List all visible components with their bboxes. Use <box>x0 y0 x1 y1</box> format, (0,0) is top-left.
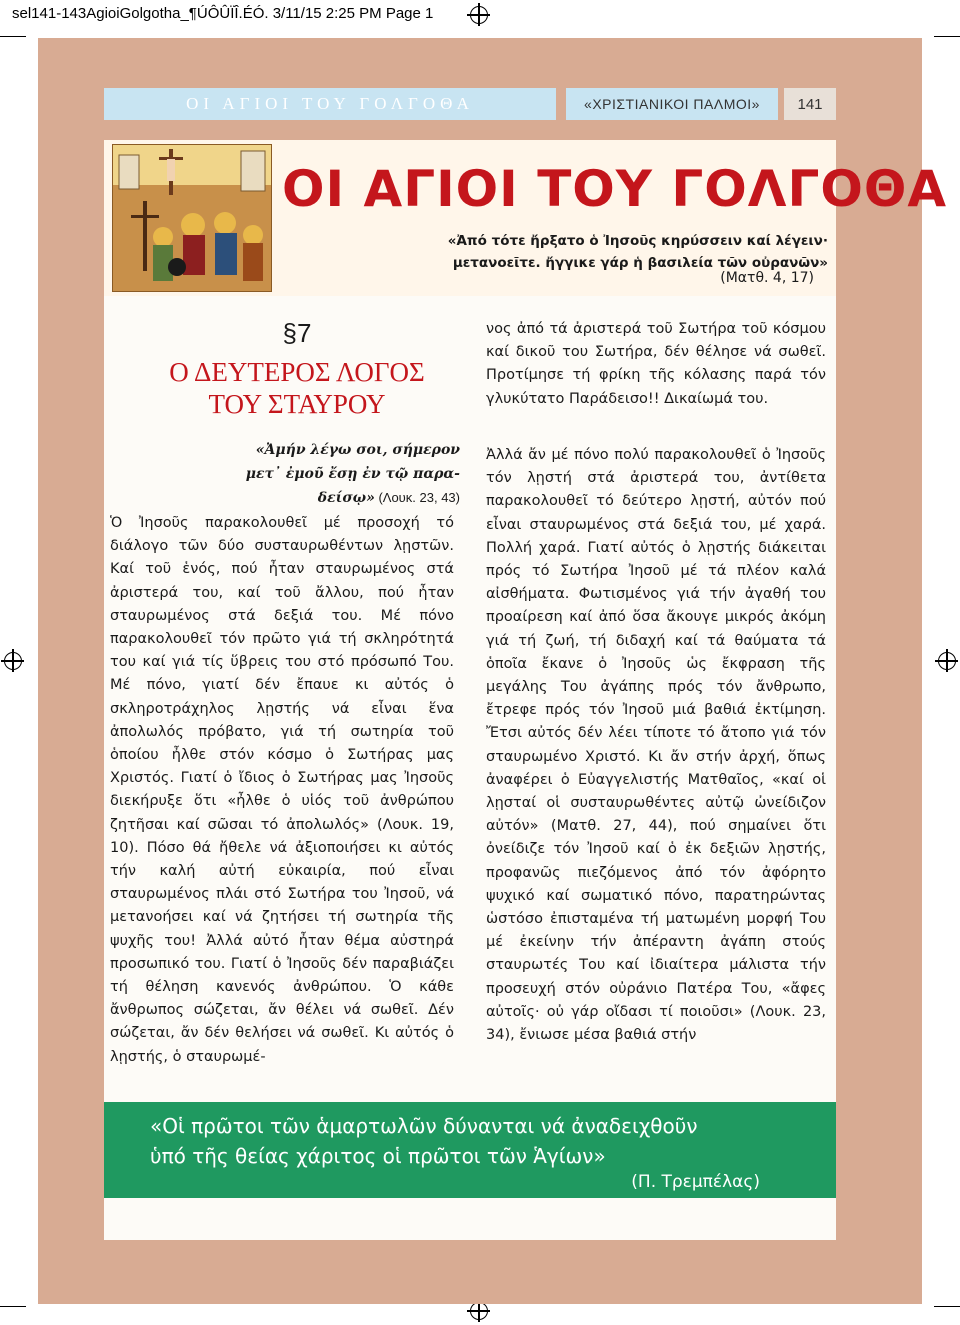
registration-mark-icon <box>4 652 22 670</box>
crop-mark <box>934 1306 960 1307</box>
epigraph-line: «Ἀμήν λέγω σοι, σήμερον <box>255 442 460 458</box>
epigraph <box>208 438 460 510</box>
pull-quote-line: ὑπό τῆς θείας χάριτος οἱ πρῶτοι τῶν Ἁγίων» <box>150 1144 606 1168</box>
crop-mark <box>934 36 960 37</box>
page-number: 141 <box>784 88 836 120</box>
pull-quote-attribution: (Π. Τρεμπέλας) <box>631 1172 760 1192</box>
chapter-title-line: ΤΟΥ ΣΤΑΥΡΟΥ <box>208 389 386 419</box>
registration-mark-icon <box>938 652 956 670</box>
body-column-right <box>486 444 826 1092</box>
body-column-left <box>110 512 454 1092</box>
chapter-title-line: Ο ΔΕΥΤΕΡΟΣ ΛΟΓΟΣ <box>169 357 425 387</box>
epigraph-line-text: δείσῳ» <box>317 490 375 506</box>
body-paragraph: νος ἀπό τά ἀριστερά τοῦ Σωτήρα τοῦ κόσμου καί δικοῦ του Σωτήρα, δέν θέλησε νά σωθεῖ. Προτίμησε τή φρίκη τῆς κόλασης παρά τόν γλυκύτατο Παράδεισο!! Δικαίωμά του. <box>486 321 826 407</box>
registration-mark-icon <box>470 1302 488 1320</box>
banner-quote <box>430 230 828 274</box>
section-number: §7 <box>282 318 312 348</box>
running-title: ΟΙ ΑΓΙΟΙ ΤΟΥ ΓΟΛΓΟΘΑ <box>104 88 556 120</box>
crucifixion-icon-image <box>112 144 272 292</box>
banner-quote-line: μετανοεῖτε. ἤγγικε γάρ ἡ βασιλεία τῶν οὐρανῶν» <box>452 255 828 271</box>
banner-quote-reference: (Ματθ. 4, 17) <box>720 270 814 286</box>
body-paragraph: Ἀλλά ἄν μέ πόνο πολύ παρακολουθεῖ ὁ Ἰησοῦς τόν λῃστή στά ἀριστερά του, ἀντίθετα παρακολουθεῖ τό δεύτερο λῃστή, αὐτόν πού εἶναι σταυρωμένος στά δεξιά του, μέ χαρά. Πολλή χαρά. Γιατί αὐτός ὁ λῃστής διάκειται πρός τό Σωτήρα Ἰησοῦ μέ τά πλέον καλά αἰσθήματα. Φωτισμένος γιά τήν ἀγαθή του προαίρεση καί ἀπό ὅσα ἄκουγε μικρός ἀκόμη γιά τή ζωή, τή διδαχή καί τά θαύματα τά ὁποῖα ἔκανε ὁ Ἰησοῦς ὡς ἔκφραση τῆς μεγάλης Του ἀγάπης πρός τόν ἄνθρωπο, ἔτρεφε πρός τόν Ἰησοῦ μιά βαθιά ἐκτίμηση. Ἔτσι αὐτός δέν λέει τίποτε τό ἄτοπο γιά τόν σταυρωμένο Χριστό. Κι ἄν στήν ἀρχή, ὅπως ἀναφέρει ὁ Εὐαγγελιστής Ματθαῖος, «καί οἱ λῃσταί οἱ συσταυρωθέντες αὐτῷ ὠνείδιζον αὐτόν» (Ματθ. 27, 44), πού σημαίνει ὅτι ὀνείδιζε τόν Ἰησοῦ καί ὁ ἐκ δεξιῶν λῃστής, προφανῶς πιεζόμενος ἀπό τόν ἀφόρητο ψυχικό καί σωματικό πόνο, παρατηρώντας ὡστόσο ἐπισταμένα τή ματωμένη μορφή Του μέ ἐκείνην τήν ἀπέραντη ἀγάπη στούς σταυρωτές Του καί ἰδιαίτερα μάλιστα τήν προσευχή στόν οὐράνιο Πατέρα Του, «ἄφες αὐτοῖς· οὐ γάρ οἴδασι τί ποιοῦσι» (Λουκ. 23, 34), ἔνιωσε μέσα βαθιά στήν <box>486 447 826 1044</box>
pull-quote-line: «Οἱ πρῶτοι τῶν ἁμαρτωλῶν δύνανται νά ἀναδειχθοῦν <box>150 1114 698 1138</box>
body-column-right-top <box>486 318 826 414</box>
epigraph-line <box>208 486 460 510</box>
series-title: «ΧΡΙΣΤΙΑΝΙΚΟΙ ΠΑΛΜΟΙ» <box>566 88 778 120</box>
crucifixion-icon <box>113 145 271 291</box>
crop-mark <box>0 1306 26 1307</box>
epigraph-reference: (Λουκ. 23, 43) <box>374 490 460 505</box>
banner-quote-line: «Ἀπό τότε ἤρξατο ὁ Ἰησοῦς κηρύσσειν καί λέγειν· <box>447 233 828 249</box>
print-slug: sel141-143AgioiGolgotha_¶ÚÔÛÏÎ.ÉÓ. 3/11/15 2:25 PM Page 1 <box>8 4 437 24</box>
registration-mark-icon <box>470 6 488 24</box>
banner-title: ΟΙ ΑΓΙΟΙ ΤΟΥ ΓΟΛΓΟΘΑ <box>282 160 948 218</box>
pull-quote-box <box>104 1102 836 1198</box>
crop-mark <box>0 36 26 37</box>
epigraph-line: μετ᾿ ἐμοῦ ἔσῃ ἐν τῷ παρα- <box>245 466 460 482</box>
body-paragraph: Ὁ Ἰησοῦς παρακολουθεῖ μέ προσοχή τό διάλογο τῶν δύο συσταυρωθέντων λῃστῶν. Καί τοῦ ἑνός, πού ἦταν σταυρωμένος στά ἀριστερά του, καί τοῦ ἄλλου, πού ἦταν σταυρωμένος στά δεξιά του. Μέ πόνο παρακολουθεῖ τόν πρῶτο γιά τή σκληρότητά του καί γιά τίς ὕβρεις του στό πρόσωπό Του. Μέ πόνο, γιατί δέν ἔπαυε κι αὐτός ὁ σκληροτράχηλος λῃστής νά εἶναι ἕνα ἀπολωλός πρόβατο, γιά τή σωτηρία τοῦ ὁποίου ἦλθε στόν κόσμο ὁ Σωτήρας μας Χριστός. Γιατί ὁ ἴδιος ὁ Σωτήρας μας Ἰησοῦς διεκήρυξε ὅτι «ἦλθε ὁ υἱός τοῦ ἀνθρώπου ζητῆσαι καί σῶσαι τό ἀπολωλός» (Λουκ. 19, 10). Πόσο θά ἤθελε νά ἀξιοποιήσει κι αὐτός τήν καλή αὐτή εὐκαιρία, πού εἶναι σταυρωμένος πλάι στό Σωτήρα του Ἰησοῦ, νά μετανοήσει καί νά ζητήσει τή σωτηρία τῆς ψυχῆς του! Ἀλλά αὐτό ἦταν θέμα αὐστηρά προσωπικό του. Γιατί ὁ Ἰησοῦς δέν παραβιάζει τή θέληση κανενός ἀνθρώπου. Ὁ κάθε ἄνθρωπος σώζεται, ἄν θέλει νά σωθεῖ. Δέν σώζεται, ἄν δέν θελήσει νά σωθεῖ. Κι αὐτός ὁ λῃστής, ὁ σταυρωμέ- <box>110 515 454 1065</box>
chapter-title <box>142 356 452 420</box>
